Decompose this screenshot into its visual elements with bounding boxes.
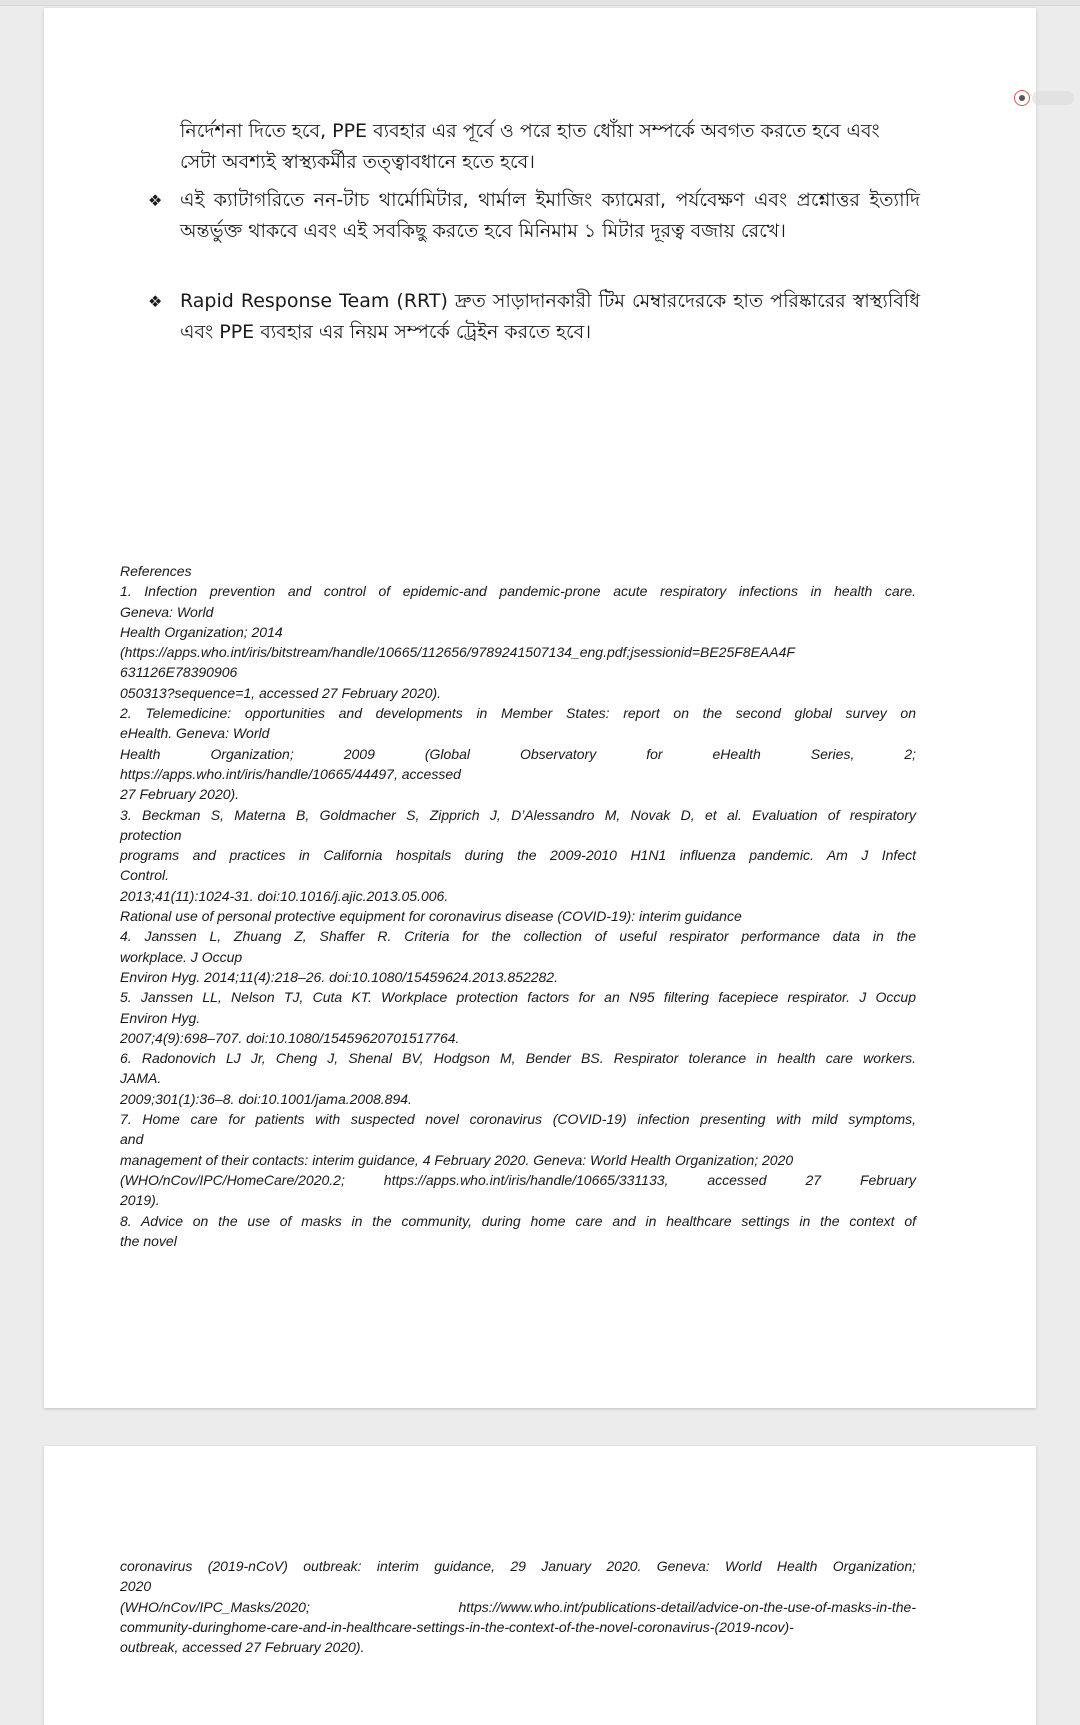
reference-line: 631126E78390906 — [120, 664, 238, 681]
bullet-item-screening — [148, 185, 920, 247]
reference-line: eHealth. Geneva: World — [120, 725, 270, 742]
reference-line: 2020 — [120, 1578, 152, 1595]
reference-line: 1. Infection prevention and control of epidemic-and pandemic-prone acute respiratory infections in health care. — [120, 583, 916, 600]
viewer-top-edge — [0, 0, 1080, 6]
reference-line: programs and practices in California hospitals during the 2009-2010 H1N1 influenza pandemic. Am J Infect — [120, 847, 916, 864]
reference-line: workplace. J Occup — [120, 948, 243, 965]
reference-line: community-duringhome-care-and-in-healthcare-settings-in-the-context-of-the-novel-coronavirus-(2019-ncov)- — [120, 1618, 794, 1635]
reference-line: Environ Hyg. 2014;11(4):218–26. doi:10.1080/15459624.2013.852282. — [120, 968, 558, 985]
reference-line: 5. Janssen LL, Nelson TJ, Cuta KT. Workplace protection factors for an N95 filtering facepiece respirator. J Occup — [120, 989, 916, 1006]
reference-line: and — [120, 1131, 144, 1148]
reference-line: the novel — [120, 1232, 177, 1249]
reference-line: Rational use of personal protective equipment for coronavirus disease (COVID-19): interim guidance — [120, 908, 742, 925]
reference-line: Health Organization; 2014 — [120, 623, 283, 640]
reference-line: 4. Janssen L, Zhuang Z, Shaffer R. Criteria for the collection of useful respirator performance data in the — [120, 928, 916, 945]
diamond-bullet-icon: ❖ — [148, 292, 163, 311]
reference-line: https://apps.who.int/iris/handle/10665/44497, accessed — [120, 765, 461, 782]
reference-line: Control. — [120, 867, 170, 884]
reference-line: Geneva: World — [120, 603, 214, 620]
reference-line: 2019). — [120, 1192, 160, 1209]
reference-line: 2007;4(9):698–707. doi:10.1080/15459620701517764. — [120, 1029, 460, 1046]
record-indicator-icon[interactable] — [1014, 90, 1030, 106]
reference-line: 3. Beckman S, Materna B, Goldmacher S, Zipprich J, D’Alessandro M, Novak D, et al. Evaluation of respiratory — [120, 806, 916, 823]
indicator-label-bg — [1032, 91, 1074, 105]
bengali-paragraph-continuation: নির্দেশনা দিতে হবে, PPE ব্যবহার এর পূর্বে ও পরে হাত ধোঁয়া সম্পর্কে অবগত করতে হবে এবং সেটা অবশ্যই স্বাস্থ্যকর্মীর তত্ত্বাবধানে হতে হবে। — [180, 120, 880, 173]
reference-line: JAMA. — [120, 1070, 162, 1087]
reference-line: 8. Advice on the use of masks in the community, during home care and in healthcare settings in the context of — [120, 1212, 916, 1229]
reference-line: management of their contacts: interim guidance, 4 February 2020. Geneva: World Health Organization; 2020 — [120, 1151, 794, 1168]
reference-line: (https://apps.who.int/iris/bitstream/handle/10665/112656/9789241507134_eng.pdf;jsessionid=BE25F8EAA4F — [120, 644, 795, 661]
reference-line: Health Organization; 2009 (Global Observatory for eHealth Series, 2; — [120, 745, 916, 762]
reference-line: 6. Radonovich LJ Jr, Cheng J, Shenal BV, Hodgson M, Bender BS. Respirator tolerance in health care workers. — [120, 1050, 916, 1067]
reference-line: 27 February 2020). — [120, 786, 240, 803]
reference-line: 2. Telemedicine: opportunities and developments in Member States: report on the second global survey on — [120, 705, 916, 722]
reference-line: 7. Home care for patients with suspected novel coronavirus (COVID-19) infection presenting with mild symptoms, — [120, 1111, 916, 1128]
reference-line: protection — [120, 826, 182, 843]
reference-line: 050313?sequence=1, accessed 27 February 2020). — [120, 684, 442, 701]
bullet-item-rrt — [148, 286, 920, 348]
bullet-text: Rapid Response Team (RRT) দ্রুত সাড়াদানকারী টিম মেম্বারদেরকে হাত পরিষ্কারের স্বাস্থ্যবিধি এবং PPE ব্যবহার এর নিয়ম সম্পর্কে ট্রেইন করতে হবে। — [180, 290, 920, 343]
reference-line: (WHO/nCov/IPC_Masks/2020; https://www.who.int/publications-detail/advice-on-the-use-of-masks-in-the- — [120, 1598, 916, 1615]
references-section — [120, 561, 916, 1251]
references-continuation — [120, 1556, 916, 1657]
references-heading: References — [120, 563, 192, 579]
reference-line: outbreak, accessed 27 February 2020). — [120, 1639, 365, 1656]
reference-line: (WHO/nCov/IPC/HomeCare/2020.2; https://apps.who.int/iris/handle/10665/331133, accessed 27 February — [120, 1171, 916, 1188]
bullet-text: এই ক্যাটাগরিতে নন-টাচ থার্মোমিটার, থার্মাল ইমাজিং ক্যামেরা, পর্যবেক্ষণ এবং প্রশ্নোত্তর ইত্যাদি অন্তর্ভুক্ত থাকবে এবং এই সবকিছু করতে হবে মিনিমাম ১ মিটার দূরত্ব বজায় রেখে। — [180, 189, 920, 242]
reference-line: 2013;41(11):1024-31. doi:10.1016/j.ajic.2013.05.006. — [120, 887, 449, 904]
reference-line: 2009;301(1):36–8. doi:10.1001/jama.2008.894. — [120, 1090, 412, 1107]
reference-line: coronavirus (2019-nCoV) outbreak: interim guidance, 29 January 2020. Geneva: World Health Organization; — [120, 1558, 916, 1574]
diamond-bullet-icon: ❖ — [148, 191, 163, 210]
reference-line: Environ Hyg. — [120, 1009, 201, 1026]
